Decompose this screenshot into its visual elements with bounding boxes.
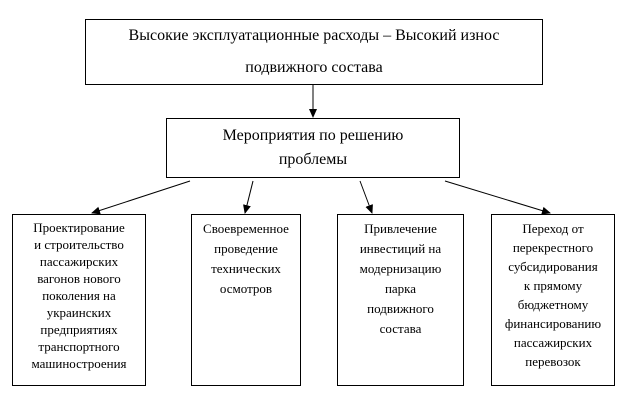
- problem-text: Высокие эксплуатационные расходы – Высокий износ подвижного состава: [128, 27, 500, 76]
- measure-text-design-wagons: Проектирование и строительство пассажирских вагонов нового поколения на украинских предприятиях транспортного машиностроения: [31, 220, 127, 371]
- measure-text-inspections: Своевременное проведение технических осмотров: [203, 221, 289, 296]
- arrow-middle-to-leaf-1: [92, 181, 190, 213]
- measure-box-design-wagons: [12, 214, 146, 386]
- measure-text-subsidies: Переход от перекрестного субсидирования к прямому бюджетному финансированию пассажирских перевозок: [504, 221, 602, 369]
- arrow-middle-to-leaf-2: [245, 181, 253, 213]
- measure-box-investments: [337, 214, 464, 386]
- measure-text-investments: Привлечение инвестиций на модернизацию парка подвижного состава: [359, 221, 442, 336]
- measures-box: [166, 118, 460, 178]
- arrow-middle-to-leaf-4: [445, 181, 550, 213]
- problem-box: [85, 19, 543, 85]
- measure-box-subsidies: [491, 214, 615, 386]
- arrow-middle-to-leaf-3: [360, 181, 372, 213]
- measures-text: Мероприятия по решению проблемы: [222, 127, 404, 168]
- measure-box-inspections: [191, 214, 301, 386]
